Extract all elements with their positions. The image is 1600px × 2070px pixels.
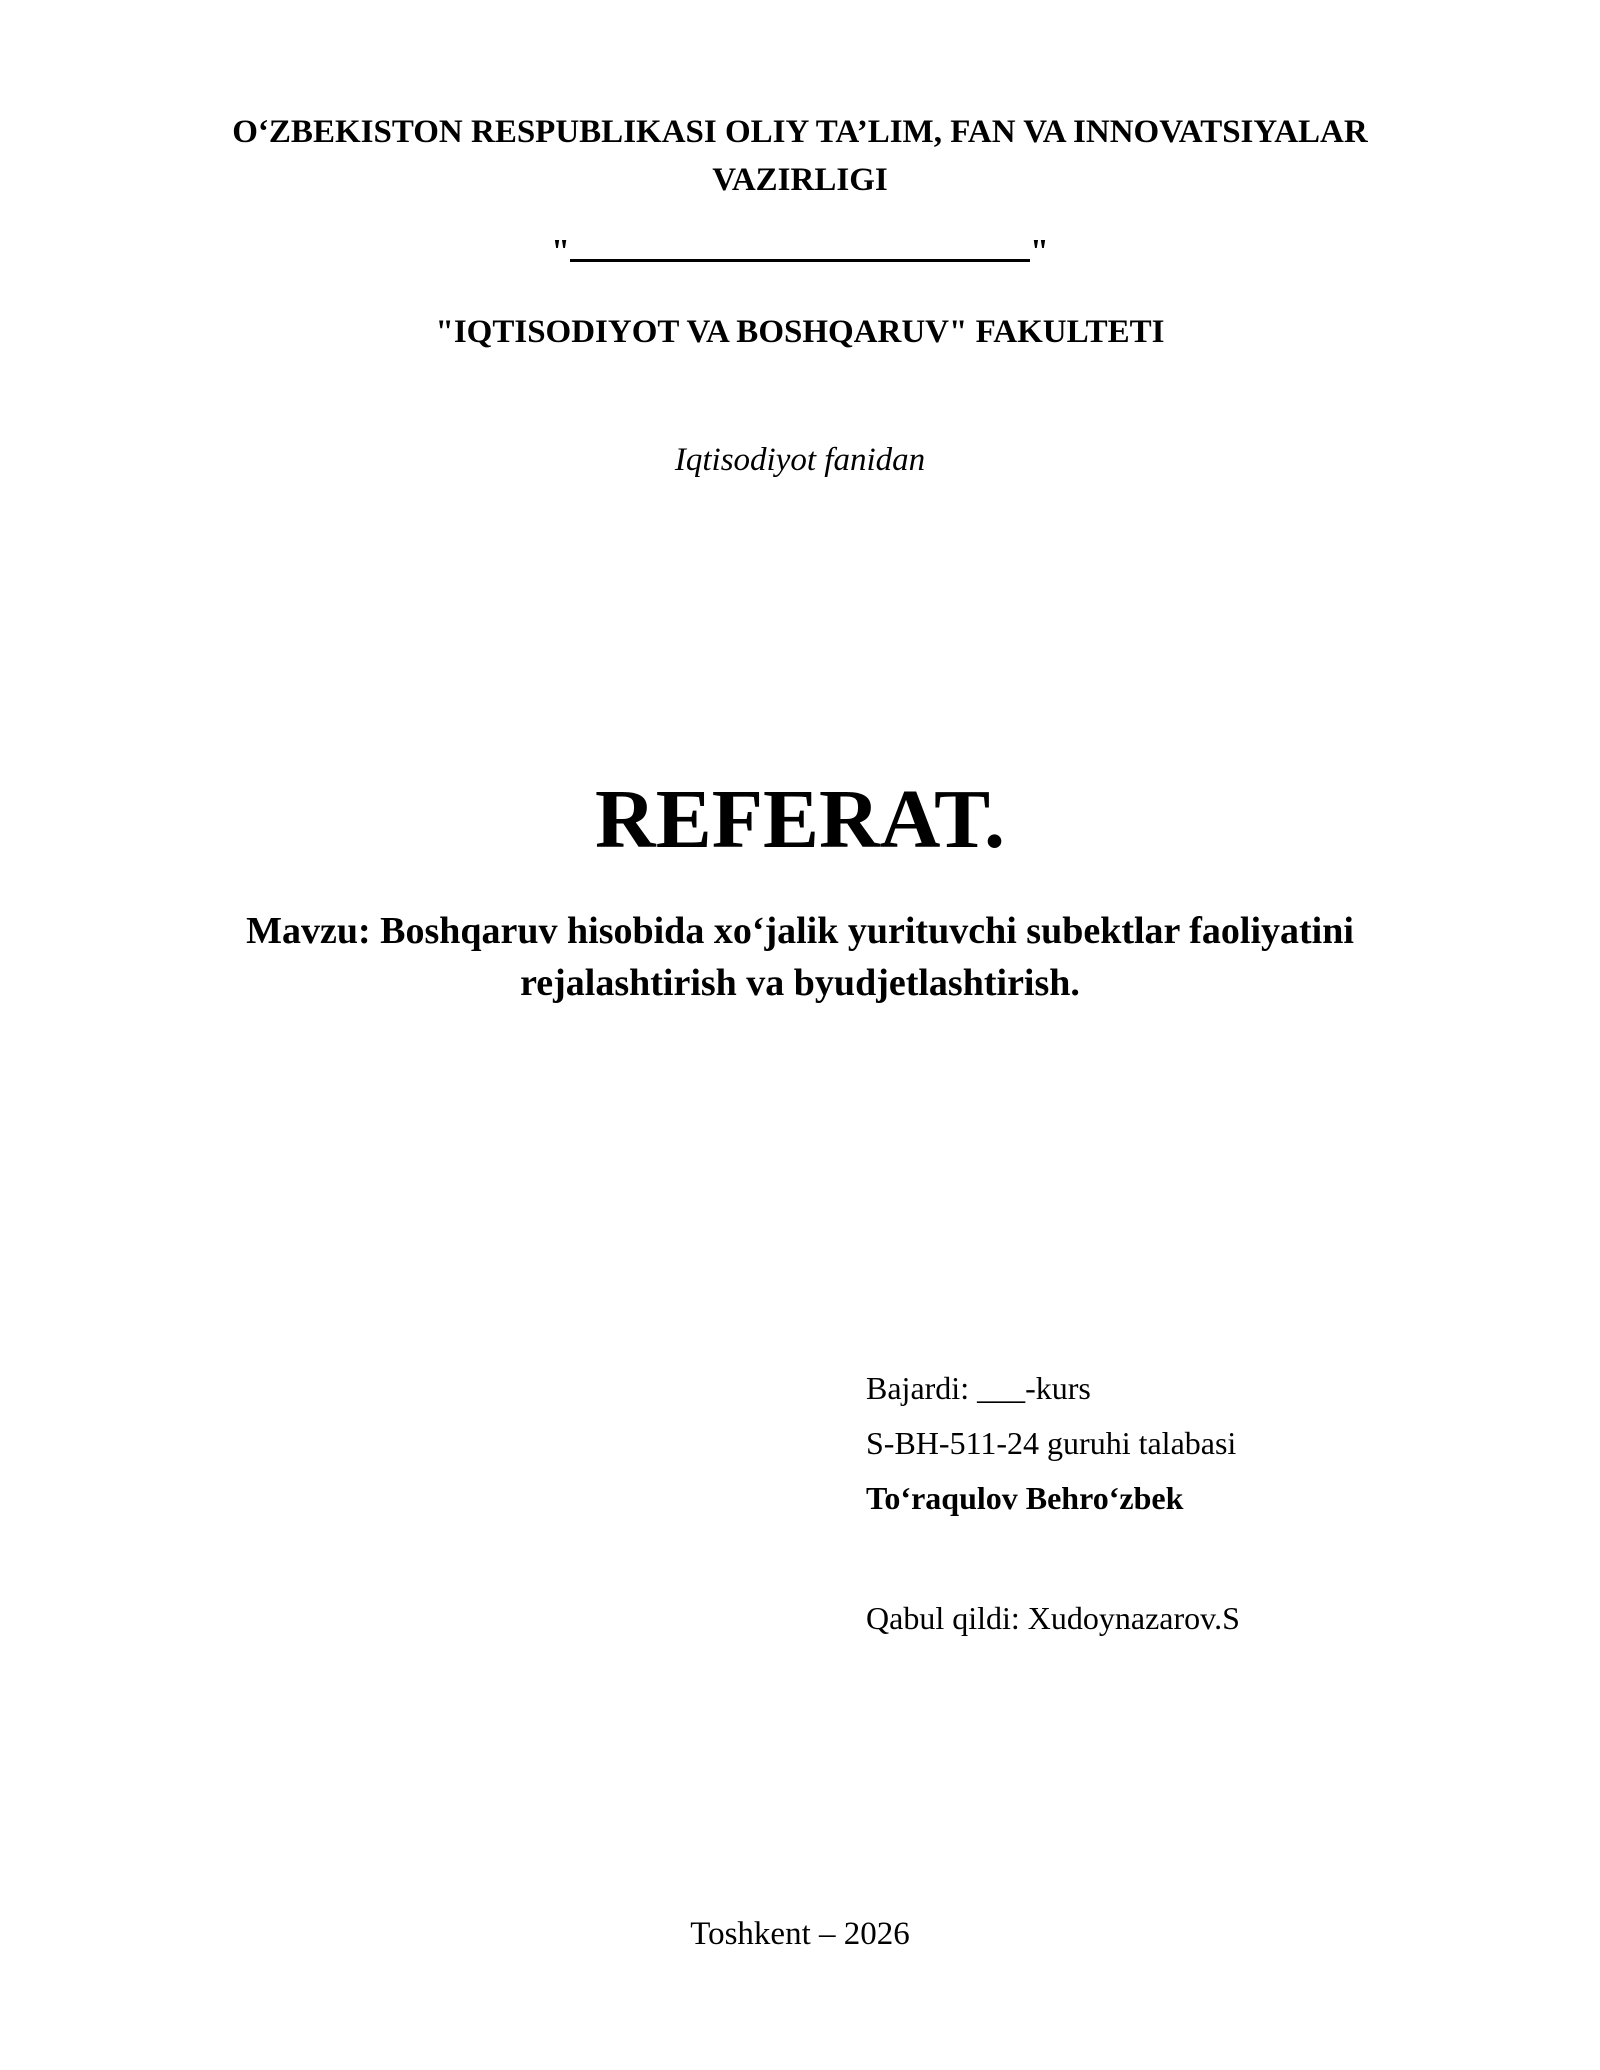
ministry-line-1: O‘ZBEKISTON RESPUBLIKASI OLIY TA’LIM, FAN VA INNOVATSIYALAR: [232, 114, 1368, 150]
topic-line-1: Mavzu: Boshqaruv hisobida xo‘jalik yurituvchi subektlar faoliyatini: [246, 910, 1354, 952]
topic-line-2: rejalashtirish va byudjetlashtirish.: [520, 962, 1080, 1004]
performed-by-line: Bajardi: ___-kurs: [866, 1370, 1091, 1406]
ministry-heading: [0, 108, 1600, 204]
quote-open: ": [551, 233, 570, 270]
subject-line: Iqtisodiyot fanidan: [674, 442, 926, 478]
accepted-by-line: Qabul qildi: Xudoynazarov.S: [866, 1600, 1240, 1636]
student-name: To‘raqulov Behro‘zbek: [866, 1480, 1184, 1516]
city-year-footer: Toshkent – 2026: [690, 1916, 910, 1952]
institution-fill-line: [570, 229, 1030, 262]
quote-close: ": [1030, 233, 1049, 270]
document-type-title: REFERAT.: [595, 773, 1005, 866]
faculty-heading: "IQTISODIYOT VA BOSHQARUV" FAKULTETI: [435, 314, 1165, 350]
group-line: S-BH-511-24 guruhi talabasi: [866, 1425, 1237, 1461]
topic-heading: [0, 905, 1600, 1009]
ministry-line-2: VAZIRLIGI: [712, 162, 888, 198]
institution-blank: [0, 228, 1600, 276]
